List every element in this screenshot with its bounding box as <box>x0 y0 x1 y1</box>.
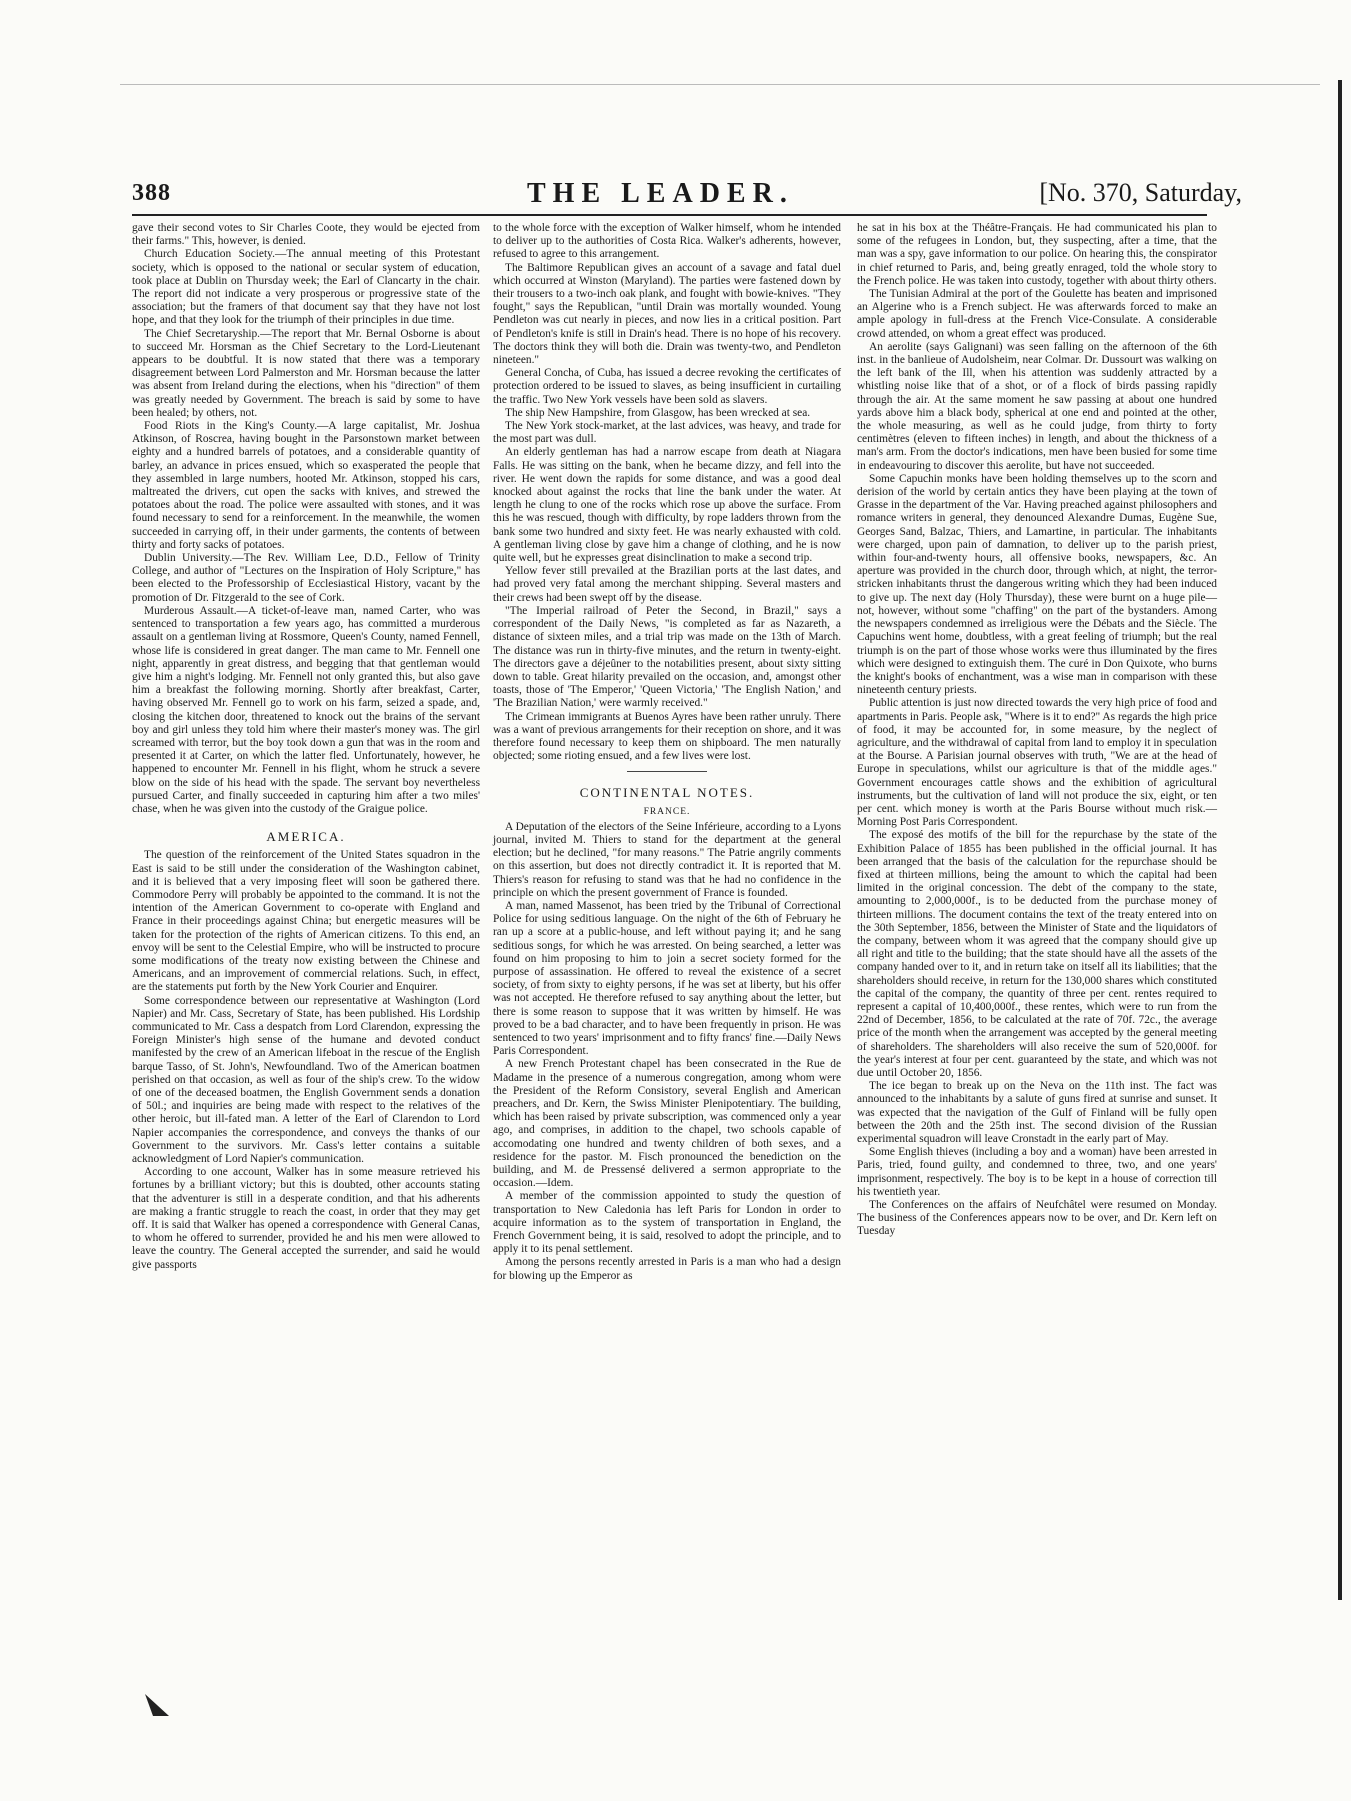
article-paragraph: Public attention is just now directed towards the very high price of food and apartments in Paris. People ask, "Where is it to end?" As regards the high price of food, it may be accounted for, in some measure, by the neglect of agriculture, and the withdrawal of capital from land to employ it in speculation at the Bourse. A Parisian journal observes with truth, "We are at the head of Europe in speculations, whilst our agriculture is that of the middle ages." Government encourages cattle shows and the exhibition of agricultural instruments, but the cultivation of land will not produce the six, eight, or ten per cent. which money is worth at the Paris Bourse without much risk.—Morning Post Paris Correspondent. <box>857 697 1217 829</box>
column-1 <box>132 222 480 1272</box>
subsection-title-france: FRANCE. <box>643 806 691 817</box>
article-paragraph: gave their second votes to Sir Charles Coote, they would be ejected from their farms." This, however, is denied. <box>132 222 480 248</box>
article-paragraph: A new French Protestant chapel has been consecrated in the Rue de Madame in the presence of a numerous congregation, among whom were the President of the Reform Consistory, several English and American preachers, and Dr. Kern, the Swiss Minister Plenipotentiary. The building, which has been raised by private subscription, was commenced only a year ago, and comprises, in addition to the chapel, two schools capable of accomodating one hundred and twenty children of both sexes, and a residence for the pastor. M. Fisch pronounced the benediction on the building, and M. de Pressensé delivered a sermon appropriate to the occasion.—Idem. <box>493 1058 841 1190</box>
page-edge-shadow <box>1338 80 1342 1600</box>
article-paragraph: Church Education Society.—The annual meeting of this Protestant society, which is opposed to the national or secular system of education, took place at Dublin on Thursday week; the Earl of Clancarty in the chair. The report did not indicate a very prosperous or progressive state of the association; but the framers of that document say that they have not lost hope, and that they look for the triumph of their principles in due time. <box>132 248 480 327</box>
article-paragraph: A man, named Massenot, has been tried by the Tribunal of Correctional Police for using seditious language. On the night of the 6th of February he ran up a score at a public-house, and left without paying it; and he sang seditious songs, for which he was arrested. On being searched, a letter was found on him proposing to him to join a secret society formed for the purpose of assassination. He offered to reveal the existence of a secret society, of from sixty to eighty persons, if he was set at liberty, but his offer was not accepted. He therefore refused to say anything about the letter, but there is some reason to suppose that it was written by himself. He was proved to be a bad character, and to have been frequently in prison. He was sentenced to two years' imprisonment and to fifty francs' fine.—Daily News Paris Correspondent. <box>493 899 841 1058</box>
article-paragraph: The Baltimore Republican gives an account of a savage and fatal duel which occurred at Winston (Maryland). The parties were fastened down by their trousers to a two-inch oak plank, and fought with bowie-knives. "They fought," says the Republican, "until Drain was mortally wounded. Young Pendleton was cut nearly in pieces, and now lies in a critical position. Part of Pendleton's knife is still in Drain's head. There is no hope of his recovery. The doctors think they will both die. Drain was twenty-two, and Pendleton nineteen." <box>493 261 841 367</box>
section-title-america: AMERICA. <box>266 829 346 845</box>
column-3 <box>857 222 1217 1239</box>
page-header <box>132 178 1242 210</box>
article-paragraph: Some English thieves (including a boy and a woman) have been arrested in Paris, tried, found guilty, and condemned to three, two, and one years' imprisonment, respectively. The boy is to be kept in a house of correction till his twentieth year. <box>857 1146 1217 1198</box>
article-paragraph: Murderous Assault.—A ticket-of-leave man, named Carter, who was sentenced to transportation a few years ago, has committed a murderous assault on a gentleman living at Rossmore, Queen's County, named Fennell, whose life is considered in great danger. The man came to Mr. Fennell one night, apparently in great distress, and begging that that gentleman would give him a night's lodging. Mr. Fennell not only granted this, but also gave him a breakfast the following morning. Shortly after breakfast, Carter, having observed Mr. Fennell go to work on his farm, seized a spade, and, closing the kitchen door, threatened to knock out the brains of the servant boy and girl unless they told him where their master's money was. The girl screamed with terror, but the boy took down a gun that was in the room and presented it at Carter, on which the latter fled. Unfortunately, however, he happened to encounter Mr. Fennell in his flight, whom he struck a severe blow on the side of his head with the spade. The servant boy nevertheless pursued Carter, and finally succeeded in capturing him after a two miles' chase, when he was given into the custody of the Graigue police. <box>132 604 480 815</box>
masthead-title: THE LEADER. <box>527 178 794 209</box>
article-paragraph: According to one account, Walker has in some measure retrieved his fortunes by a brilliant victory; but this is doubted, other accounts stating that the adventurer is still in a desperate condition, and that his adherents are making a frantic struggle to reach the coast, in order that they may get off. It is said that Walker has opened a correspondence with General Canas, to whom he offered to surrender, provided he and his men were allowed to leave the country. The General accepted the surrender, and said he would give passports <box>132 1166 480 1271</box>
article-paragraph: Some Capuchin monks have been holding themselves up to the scorn and derision of the world by certain antics they have been playing at the town of Grasse in the department of the Var. Having preached against philosophers and romance writers in general, they denounced Alexandre Dumas, Eugène Sue, Georges Sand, Balzac, Thiers, and Lamartine, in particular. The inhabitants were charged, upon pain of damnation, to deliver up to the parish priest, within four-and-twenty hours, all offensive books, newspapers, &c. An aperture was provided in the church door, through which, at night, the terror-stricken inhabitants thrust the dangerous writing which they had been induced to give up. The next day (Holy Thursday), these were burnt on a huge pile—not, however, without some "chaffing" on the part of the bystanders. Among the newspapers condemned as irreligious were the Débats and the Siècle. The Capuchins went home, doubtless, with a great feeling of triumph; but the real triumph is on the part of those whose works were thus illuminated by the fires which were designed to extinguish them. The curé in Don Quixote, who burns the knight's books of enchantment, was a wise man in comparison with these nineteenth century priests. <box>857 472 1217 697</box>
article-paragraph: The exposé des motifs of the bill for the repurchase by the state of the Exhibition Palace of 1855 has been published in the official journal. It has been arranged that the basis of the calculation for the repurchase should be fixed at thirteen millions, being the amount to which the capital had been limited in the original concession. The debt of the company to the state, amounting to 2,000,000f., is to be deducted from the purchase money of thirteen millions. The document contains the text of the treaty entered into on the 30th September, 1856, between the Minister of State and the liquidators of the company, between whom it was agreed that the company should give up all right and title to the building; that the state should have all the assets of the company handed over to it, and in return take on itself all its liabilities; that the shareholders should receive, in return for the 130,000 shares which constituted the capital of the company, the quantity of three per cent. rentes required to represent a capital of 10,400,000f., these rentes, which were to run from the 22nd of December, 1856, to be calculated at the rate of 70f. 72c., the average price of the month when the arrangement was accepted by the general meeting of shareholders. The shareholders will also receive the sum of 520,000f. for the year's interest at four per cent. guaranteed by the state, and which was not due until October 20, 1856. <box>857 829 1217 1079</box>
section-separator <box>627 771 707 772</box>
article-paragraph: Among the persons recently arrested in Paris is a man who had a design for blowing up the Emperor as <box>493 1256 841 1282</box>
issue-label: [No. 370, Saturday, <box>1039 178 1242 207</box>
article-paragraph: The New York stock-market, at the last advices, was heavy, and trade for the most part was dull. <box>493 420 841 446</box>
article-paragraph: The Conferences on the affairs of Neufchâtel were resumed on Monday. The business of the Conferences appears now to be over, and Dr. Kern left on Tuesday <box>857 1199 1217 1238</box>
article-paragraph: Yellow fever still prevailed at the Brazilian ports at the last dates, and had proved very fatal among the merchant shipping. Several masters and their crews had been swept off by the disease. <box>493 565 841 604</box>
article-paragraph: A Deputation of the electors of the Seine Inférieure, according to a Lyons journal, invited M. Thiers to stand for the department at the general election; but he declined, "for many reasons." The Patrie angrily comments on this assertion, but does not directly contradict it. It is reported that M. Thiers's reason for refusing to stand was that he had no confidence in the principle on which the present government of France is founded. <box>493 820 841 899</box>
article-paragraph: to the whole force with the exception of Walker himself, whom he intended to deliver up to the authorities of Costa Rica. Walker's adherents, however, refused to agree to this arrangement. <box>493 222 841 261</box>
article-paragraph: The Chief Secretaryship.—The report that Mr. Bernal Osborne is about to succeed Mr. Horsman as the Chief Secretary to the Lord-Lieutenant appears to be doubtful. It is now stated that there was a temporary disagreement between Lord Palmerston and Mr. Horsman because the latter was absent from Ireland during the elections, when his "direction" of them was greatly needed by Government. The breach is said by some to have been healed; by others, not. <box>132 327 480 419</box>
article-paragraph: An aerolite (says Galignani) was seen falling on the afternoon of the 6th inst. in the banlieue of Audolsheim, near Colmar. Dr. Dussourt was walking on the left bank of the Ill, when his attention was suddenly attracted by a whistling noise like that of a shot, or of a flock of birds passing rapidly through the air. At the same moment he saw passing at about one hundred yards above him a black body, spherical at one end and pointed at the other, the whole measuring, as well as he could judge, from thirty to forty centimètres (eleven to fifteen inches) in length, and about the thickness of a man's arm. From the doctor's indications, men have been busied for some time in endeavouring to discover this aerolite, but have not succeeded. <box>857 340 1217 472</box>
article-paragraph: General Concha, of Cuba, has issued a decree revoking the certificates of protection ordered to be issued to slaves, as being insufficient in curtailing the traffic. Two New York vessels have been sold as slavers. <box>493 367 841 406</box>
article-paragraph: he sat in his box at the Théâtre-Français. He had communicated his plan to some of the refugees in London, but, they suspecting, after a time, that the man was a spy, gave information to our police. On hearing this, the conspirator in chief returned to Paris, and, being greatly enraged, told the whole story to the French police. He was taken into custody, together with about thirty others. <box>857 222 1217 287</box>
article-paragraph: Food Riots in the King's County.—A large capitalist, Mr. Joshua Atkinson, of Roscrea, having bought in the Parsonstown market between eighty and a hundred barrels of potatoes, and a considerable quantity of barley, an advance in prices ensued, which so exasperated the people that they assembled in large numbers, hooted Mr. Atkinson, stopped his cars, maltreated the drivers, cut open the sacks with knives, and strewed the potatoes about the road. The police were assaulted with stones, and it was found necessary to send for a reinforcement. In the meanwhile, the women succeeded in carrying off, in their under garments, the contents of between thirty and forty sacks of potatoes. <box>132 420 480 551</box>
column-2 <box>493 222 841 1283</box>
article-paragraph: Some correspondence between our representative at Washington (Lord Napier) and Mr. Cass, Secretary of State, has been published. His Lordship communicated to Mr. Cass a despatch from Lord Clarendon, expressing the Foreign Minister's high sense of the humane and devoted conduct manifested by the crew of an American lifeboat in the rescue of the English barque Tasso, of St. John's, Newfoundland. Two of the American boatmen perished on that occasion, as well as four of the ship's crew. To the widow of one of the deceased boatmen, the English Government sends a donation of 50l.; and inquiries are being made with respect to the relatives of the other heroic, but ill-fated man. A letter of the Earl of Clarendon to Lord Napier accompanies the correspondence, and conveys the thanks of our Government to the survivors. Mr. Cass's letter contains a suitable acknowledgment of Lord Napier's communication. <box>132 994 480 1166</box>
ink-mark-icon <box>143 1692 171 1718</box>
header-rule <box>132 214 1207 216</box>
article-paragraph: The Crimean immigrants at Buenos Ayres have been rather unruly. There was a want of previous arrangements for their reception on shore, and it was therefore found necessary to keep them on shipboard. The men naturally objected; some rioting ensued, and a few lives were lost. <box>493 710 841 763</box>
article-paragraph: "The Imperial railroad of Peter the Second, in Brazil," says a correspondent of the Daily News, "is completed as far as Nazareth, a distance of sixteen miles, and a trial trip was made on the 13th of March. The distance was run in thirty-five minutes, and the return in twenty-eight. The directors gave a déjeûner to the notabilities present, about sixty sitting down to table. Great hilarity prevailed on the occasion, and, amongst other toasts, those of 'The Emperor,' 'Queen Victoria,' 'The English Nation,' and 'The Brazilian Nation,' were warmly received." <box>493 604 841 710</box>
article-paragraph: An elderly gentleman has had a narrow escape from death at Niagara Falls. He was sitting on the bank, when he became dizzy, and fell into the river. He went down the rapids for some distance, and was a good deal knocked about against the rocks that line the bank under the water. At length he clung to one of the rocks which rose up above the surface. From this he was rescued, though with difficulty, by rope ladders thrown from the bank some two hundred and sixty feet. He was nearly exhausted with cold. A gentleman living close by gave him a change of clothing, and he is now quite well, but he expresses great disinclination to make a second trip. <box>493 446 841 565</box>
section-title-continental: CONTINENTAL NOTES. <box>579 785 755 801</box>
article-paragraph: Dublin University.—The Rev. William Lee, D.D., Fellow of Trinity College, and author of "Lectures on the Inspiration of Holy Scripture," has been elected to the Professorship of Ecclesiastical History, vacant by the promotion of Dr. Fitzgerald to the see of Cork. <box>132 552 480 604</box>
page-number: 388 <box>132 180 171 206</box>
article-paragraph: The question of the reinforcement of the United States squadron in the East is said to be still under the consideration of the Washington cabinet, and it is believed that a very imposing fleet will soon be gathered there. Commodore Perry will probably be appointed to the command. It is not the intention of the American Government to co-operate with England and France in their proceedings against China; but energetic measures will be taken for the protection of the rights of American citizens. To this end, an envoy will be sent to the Celestial Empire, who will be instructed to procure some modifications of the treaty now existing between the Chinese and Americans, and an improvement of commercial relations. Such, in effect, are the statements put forth by the New York Courier and Enquirer. <box>132 849 480 994</box>
top-ink-line <box>120 84 1320 95</box>
article-paragraph: The ice began to break up on the Neva on the 11th inst. The fact was announced to the inhabitants by a salute of guns fired at sunrise and sunset. It was expected that the navigation of the Gulf of Finland will be fully open between the 20th and the 25th inst. The second division of the Russian experimental squadron will leave Cronstadt in the early part of May. <box>857 1080 1217 1146</box>
article-paragraph: The ship New Hampshire, from Glasgow, has been wrecked at sea. <box>505 406 811 419</box>
article-paragraph: A member of the commission appointed to study the question of transportation to New Caledonia has left Paris for London in order to acquire information as to the system of transportation in England, the French Government being, it is said, resolved to adopt the principle, and to apply it to its penal settlement. <box>493 1190 841 1256</box>
article-paragraph: The Tunisian Admiral at the port of the Goulette has beaten and imprisoned an Algerine who is a French subject. He was afterwards forced to make an ample apology in full-dress at the French Vice-Consulate. A considerable crowd attended, on whom a great effect was produced. <box>857 288 1217 340</box>
